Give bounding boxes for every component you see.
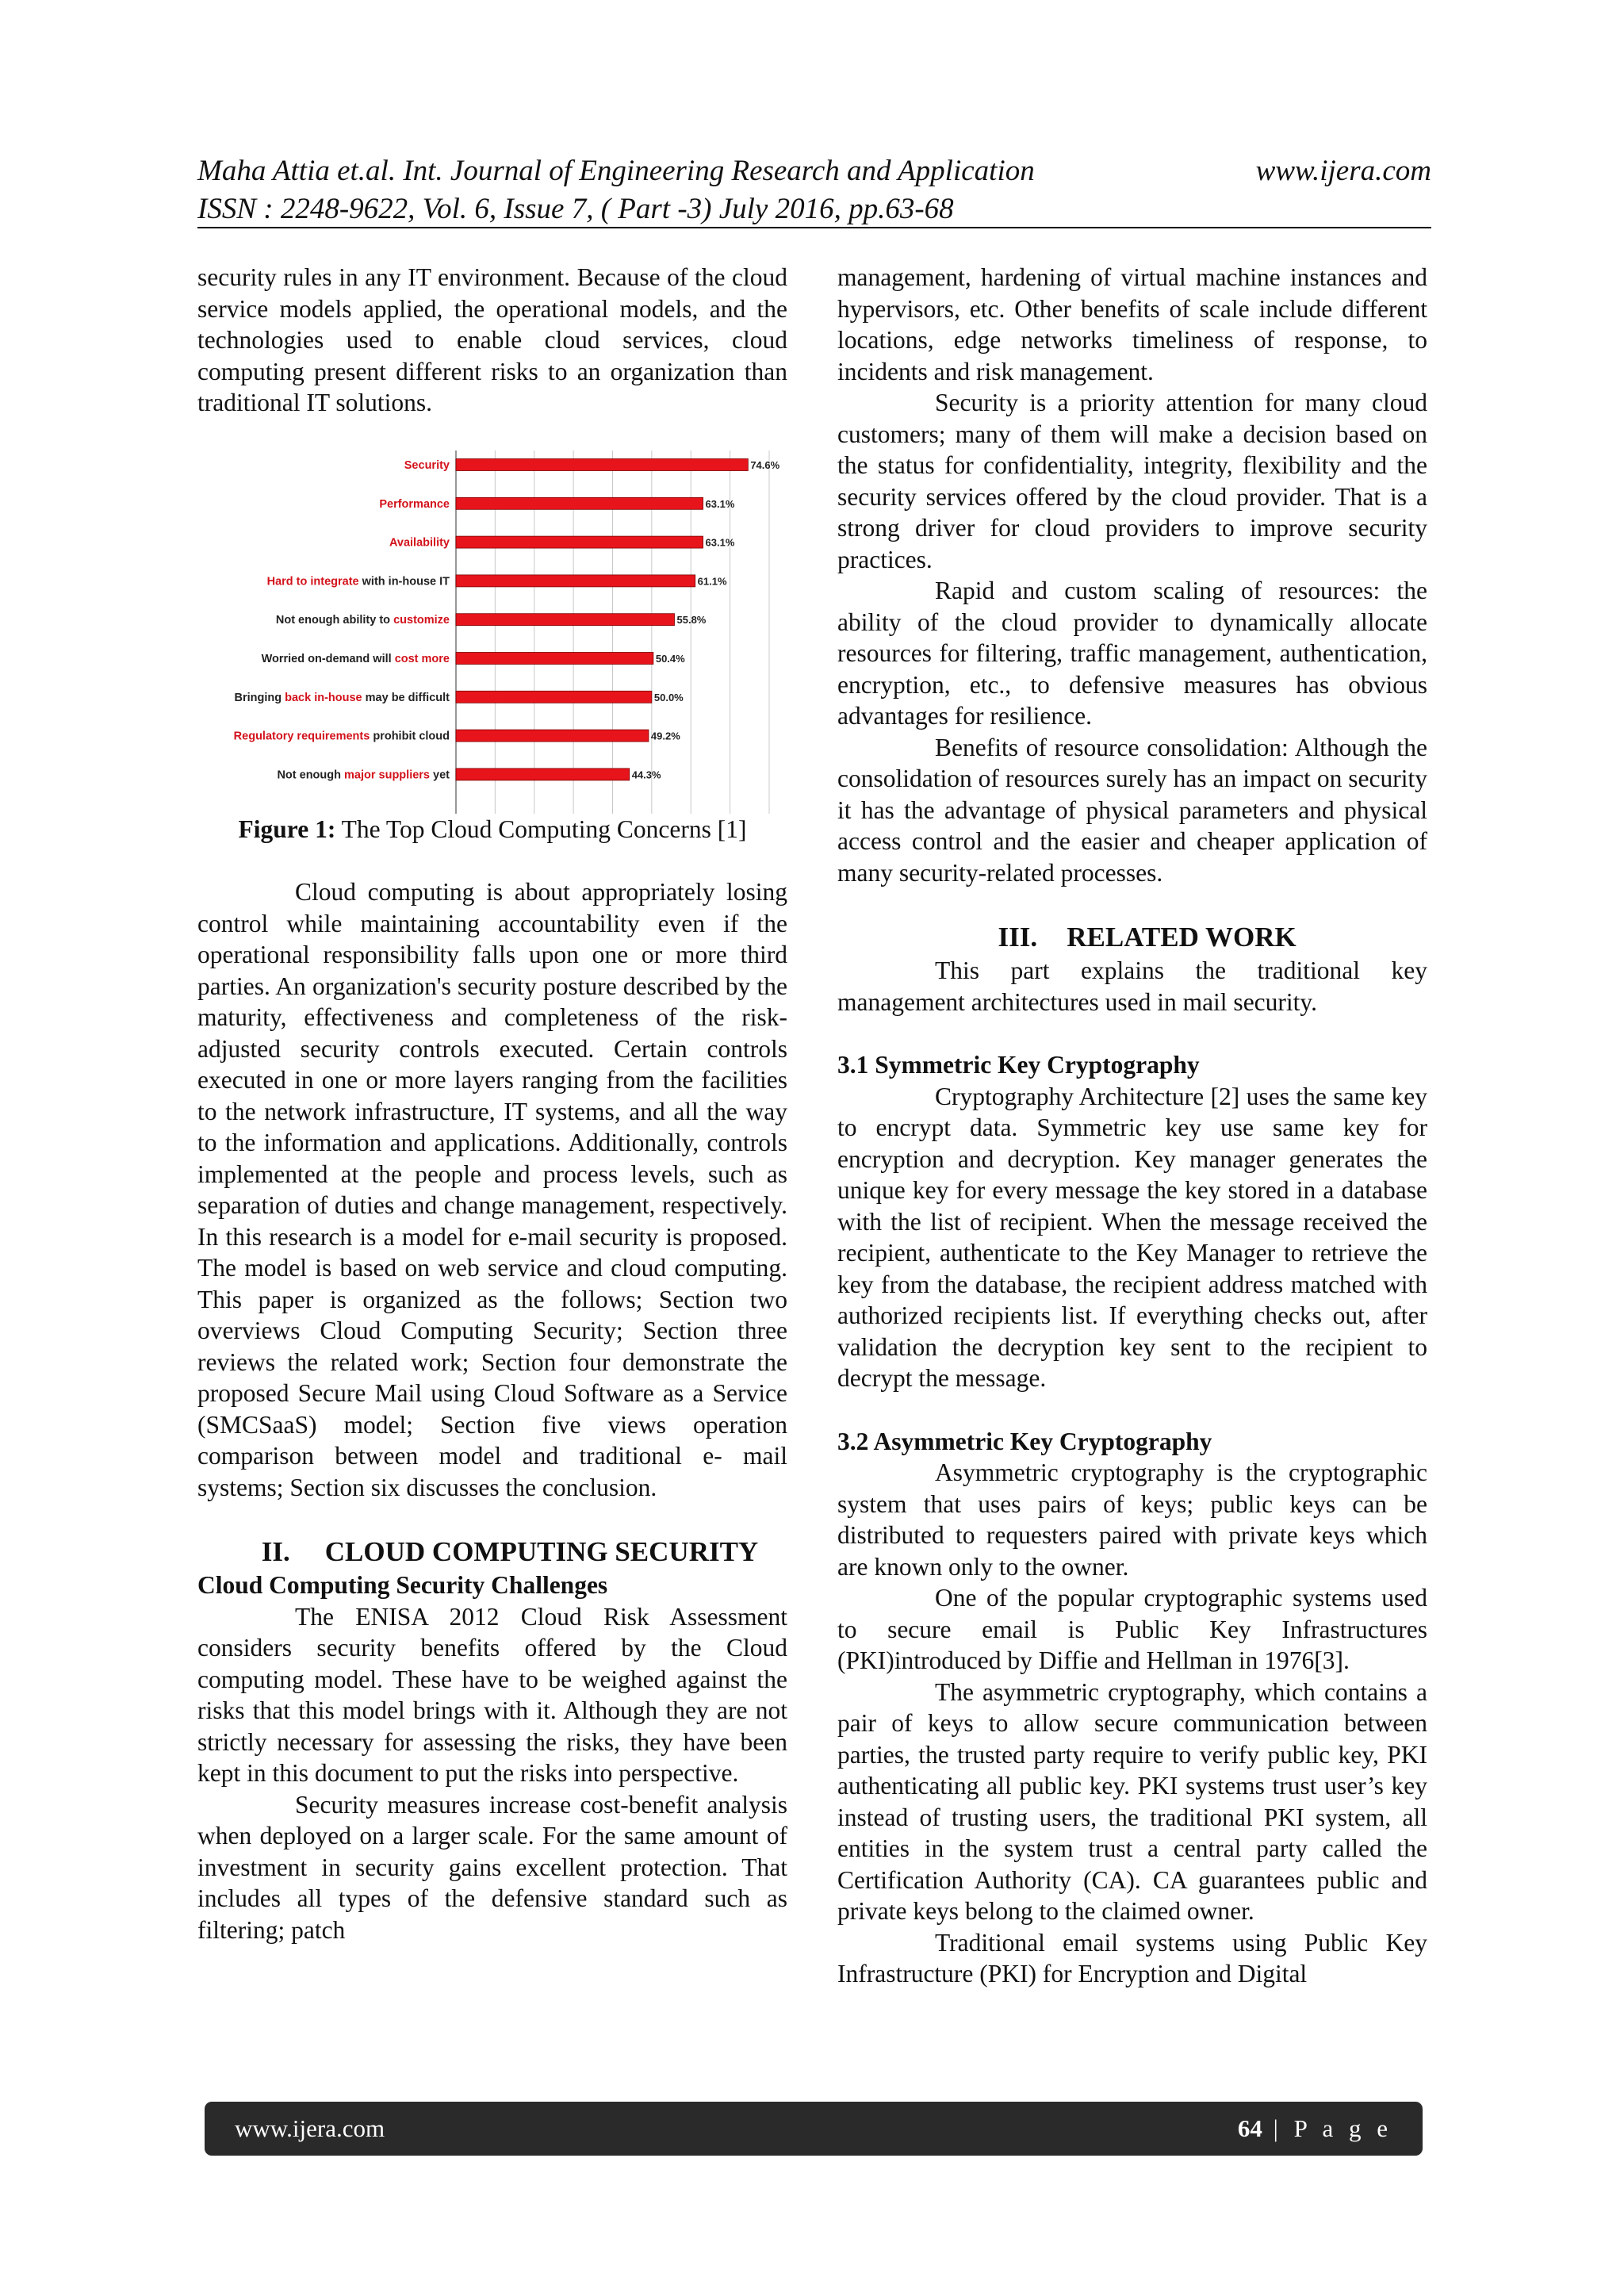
category-label-segment: Bringing	[234, 691, 285, 704]
paragraph: Asymmetric cryptography is the cryptographic system that uses pairs of keys; public keys can be distributed to requesters paired with private keys which are known only to the owner.	[837, 1458, 1427, 1581]
header-issn: ISSN : 2248-9622, Vol. 6, Issue 7, ( Part -3) July 2016, pp.63-68	[197, 193, 954, 225]
category-label-segment: Availability	[389, 536, 450, 550]
bar	[456, 691, 652, 703]
footer-website[interactable]: www.ijera.com	[235, 2114, 385, 2142]
category-label-segment: major suppliers	[344, 768, 430, 781]
category-label	[267, 575, 450, 588]
bar	[456, 652, 653, 664]
section-heading-2	[197, 1535, 787, 1570]
bar	[456, 768, 630, 780]
category-label	[277, 769, 450, 781]
bar-chart	[197, 447, 787, 814]
bar-value-label: 63.1%	[705, 497, 735, 510]
bar	[456, 536, 703, 548]
header-website[interactable]: www.ijera.com	[1255, 155, 1431, 187]
bar	[456, 730, 649, 742]
category-label-segment: Regulatory requirements	[233, 730, 370, 743]
paragraph: The asymmetric cryptography, which contains a pair of keys to allow secure communication between parties, the trusted party require to verify public key, PKI authenticating all public key. PKI systems trust user’s key instead of trusting users, the traditional PKI system, all entities in the system trust a central party called the Certification Authority (CA). CA guarantees public and private keys belong to the claimed owner.	[837, 1677, 1427, 1925]
category-label-segment: customize	[393, 613, 450, 627]
category-label-segment: Not enough	[277, 768, 345, 781]
header-authors: Maha Attia et.al. Int. Journal of Engineering Research and Application	[197, 155, 1035, 187]
paragraph: Traditional email systems using Public Key Infrastructure (PKI) for Encryption and Digital	[837, 1928, 1427, 1987]
right-column	[837, 262, 1427, 1990]
section-title: RELATED WORK	[1067, 922, 1297, 953]
section-heading-3	[837, 920, 1427, 955]
figure-caption	[197, 814, 787, 845]
category-label-segment: yet	[430, 768, 450, 781]
category-label	[389, 536, 450, 549]
figure-1	[197, 447, 787, 814]
category-label-segment: prohibit cloud	[370, 730, 450, 743]
paragraph: This part explains the traditional key management architectures used in mail security.	[837, 956, 1427, 1016]
bar	[456, 458, 748, 470]
subheading: Cloud Computing Security Challenges	[197, 1571, 608, 1599]
running-header	[197, 152, 1431, 228]
category-label-segment: Worried on-demand will	[261, 652, 395, 665]
paragraph: Benefits of resource consolidation: Although the consolidation of resources surely has an impact on security it has the advantage of physical parameters and physical access control and the easier and cheaper application of many security-related processes.	[837, 733, 1427, 887]
paragraph: One of the popular cryptographic systems used to secure email is Public Key Infrastructures (PKI)introduced by Diffie and Hellman in 1976[3].	[837, 1584, 1427, 1674]
category-label-segment: Not enough ability to	[275, 613, 394, 627]
paragraph: Rapid and custom scaling of resources: the ability of the cloud provider to dynamically allocate resources for filtering, traffic management, authentication, encryption, etc., to defensive measures has obvious advantages for resilience.	[837, 577, 1427, 730]
page-label: | P a g e	[1262, 2114, 1392, 2142]
category-label-segment: cost more	[394, 652, 450, 665]
page-number-value: 64	[1237, 2114, 1262, 2142]
paragraph: Cryptography Architecture [2] uses the same key to encrypt data. Symmetric key use same key for encryption and decryption. Key manager generates the unique key for every message the key stored in a database with the list of recipient. When the message received the recipient, authenticate to the Key Manager to retrieve the key from the database, the recipient address matched with authorized recipients list. If everything checks out, after validation the decryption key sent to the recipient to decrypt the message.	[837, 1082, 1427, 1392]
header-rule	[197, 227, 1431, 228]
category-label	[262, 653, 450, 665]
bar-value-label: 50.4%	[655, 652, 685, 665]
paragraph: Security is a priority attention for many cloud customers; many of them will make a decision based on the status for confidentiality, integrity, flexibility and the security services offered by the cloud provider. That is a strong driver for cloud providers to improve security practices.	[837, 389, 1427, 573]
bar	[456, 613, 675, 625]
category-label-segment: Security	[404, 458, 450, 472]
category-label	[404, 459, 450, 472]
caption-label: Figure 1:	[238, 815, 336, 843]
subheading: 3.1 Symmetric Key Cryptography	[837, 1051, 1200, 1079]
category-label-segment: with in-house IT	[358, 574, 450, 588]
paragraph: The ENISA 2012 Cloud Risk Assessment considers security benefits offered by the Cloud computing model. These have to be weighed against the risks that this model brings with it. Although they are not strictly necessary for assessing the risks, they have been kept in this document to put the risks into perspective.	[197, 1602, 787, 1787]
paragraph: Cloud computing is about appropriately losing control while maintaining accountability even if the operational responsibility falls upon one or more third parties. An organization's security posture described by the maturity, effectiveness and completeness of the risk-adjusted security controls executed. Certain controls executed in one or more layers ranging from the facilities to the network infrastructure, IT systems, and all the way to the information and applications. Additionally, controls implemented at the people and process levels, such as separation of duties and change management, respectively. In this research is a model for e-mail security is proposed. The model is based on web service and cloud computing. This paper is organized as the follows; Section two overviews Cloud Computing Security; Section three reviews the related work; Section four demonstrate the proposed Secure Mail using Cloud Software as a Service (SMCSaaS) model; Section five views operation comparison between model and traditional e- mail systems; Section six discusses the conclusion.	[197, 878, 787, 1501]
paragraph: management, hardening of virtual machine instances and hypervisors, etc. Other benefits of scale include different locations, edge networks timeliness of response, to incidents and risk management.	[837, 263, 1427, 385]
category-label	[234, 730, 450, 742]
category-label-segment: Performance	[379, 497, 450, 511]
bar	[456, 497, 703, 509]
category-label	[234, 691, 450, 703]
paragraph: security rules in any IT environment. Because of the cloud service models applied, the operational models, and the technologies used to enable cloud services, cloud computing present different risks to an organization than traditional IT solutions.	[197, 263, 787, 416]
section-number: II.	[261, 1536, 290, 1567]
bar-value-label: 61.1%	[697, 574, 727, 587]
category-label-segment: Hard to integrate	[266, 574, 359, 588]
subheading: 3.2 Asymmetric Key Cryptography	[837, 1427, 1212, 1455]
bar-value-label: 63.1%	[705, 536, 735, 549]
bar-value-label: 50.0%	[653, 691, 684, 703]
section-title: CLOUD COMPUTING SECURITY	[324, 1536, 759, 1567]
bar	[456, 574, 695, 586]
category-label-segment: back in-house	[285, 691, 362, 704]
bar-value-label: 74.6%	[750, 458, 780, 471]
category-label-segment: may be difficult	[362, 691, 450, 704]
category-label	[379, 497, 450, 510]
caption-text: The Top Cloud Computing Concerns [1]	[335, 815, 747, 843]
left-column	[197, 262, 787, 1945]
page-footer	[205, 2102, 1423, 2156]
bar-value-label: 55.8%	[676, 613, 707, 626]
page-number	[1238, 2114, 1392, 2143]
bar-value-label: 49.2%	[650, 730, 680, 742]
section-number: III.	[998, 922, 1038, 953]
bar-value-label: 44.3%	[631, 768, 661, 780]
paragraph: Security measures increase cost-benefit analysis when deployed on a larger scale. For the same amount of investment in security gains excellent protection. That includes all types of the defensive standard such as filtering; patch	[197, 1790, 787, 1944]
category-label	[276, 614, 450, 627]
